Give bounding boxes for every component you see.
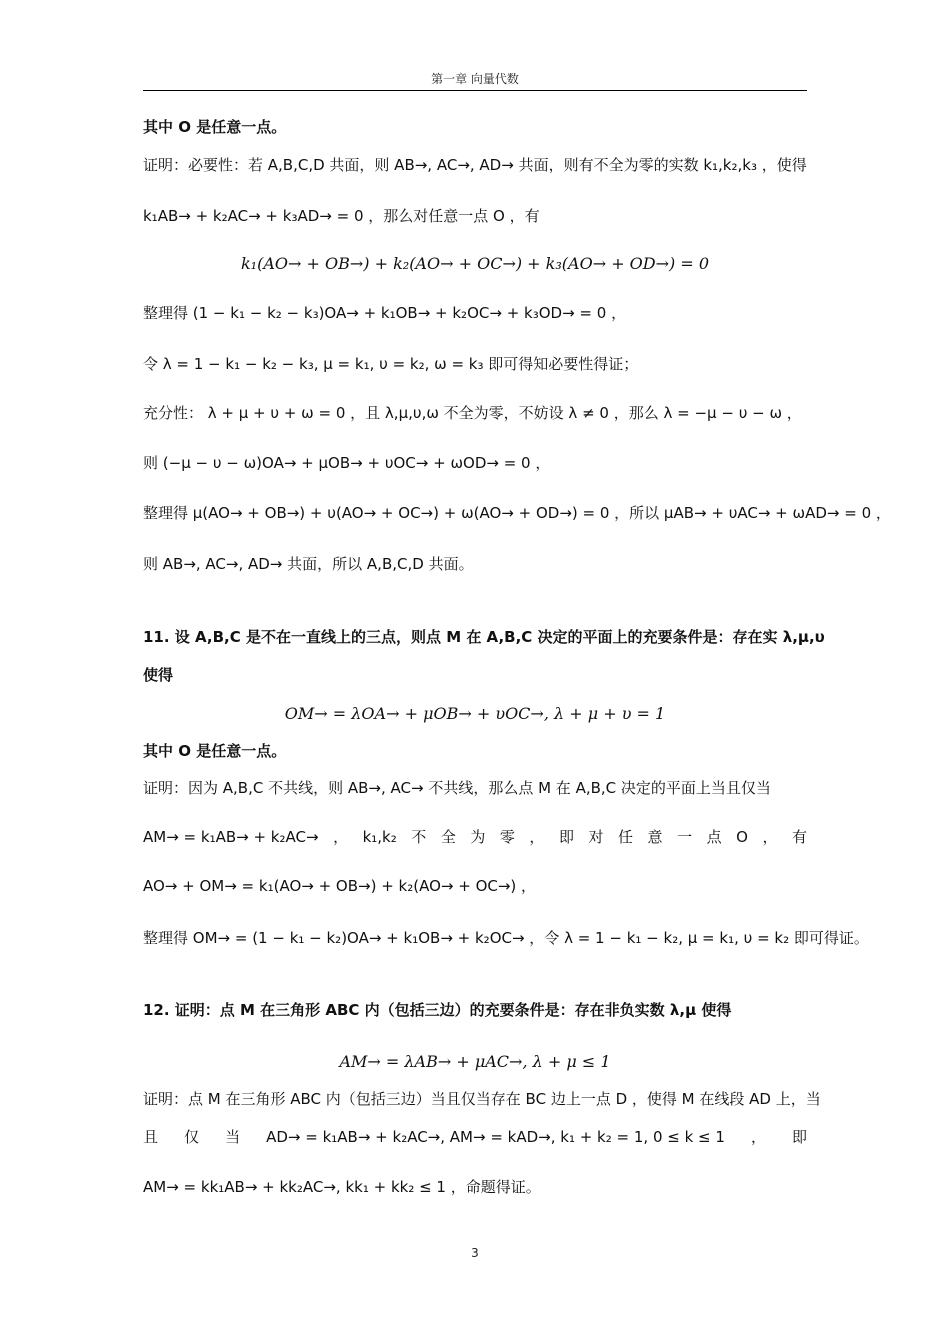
problem-11-title: 11. 设 A,B,C 是不在一直线上的三点，则点 M 在 A,B,C 决定的平面上的充要条件是：存在实 λ,μ,υ: [143, 628, 825, 646]
text-line: 充分性： λ + μ + υ + ω = 0 ，且 λ,μ,υ,ω 不全为零，不妨设 λ ≠ 0 ，那么 λ = −μ − υ − ω ，: [143, 404, 802, 422]
equation: OM→ = λOA→ + μOB→ + υOC→, λ + μ + υ = 1: [284, 704, 666, 723]
page-number: 3: [471, 1246, 479, 1260]
text-line: 整理得 (1 − k₁ − k₂ − k₃)OA→ + k₁OB→ + k₂OC→ + k₃OD→ = 0 ，: [143, 304, 627, 322]
line-part: ，: [333, 828, 349, 846]
line-part: O: [736, 828, 748, 846]
line-part: 即: [791, 1128, 807, 1146]
text-line: 整理得 μ(AO→ + OB→) + υ(AO→ + OC→) + ω(AO→ + OD→) = 0 ，所以 μAB→ + υAC→ + ωAD→ = 0 ，: [143, 504, 891, 522]
line-part: 仅: [184, 1128, 200, 1146]
line-part: AD→ = k₁AB→ + k₂AC→, AM→ = kAD→, k₁ + k₂ = 1, 0 ≤ k ≤ 1: [266, 1128, 725, 1146]
equation: k₁(AO→ + OB→) + k₂(AO→ + OC→) + k₃(AO→ + OD→) = 0: [240, 254, 710, 273]
line-part: 零: [499, 828, 515, 846]
problem-12-title: 12. 证明：点 M 在三角形 ABC 内（包括三边）的充要条件是：存在非负实数 λ,μ 使得: [143, 1001, 732, 1019]
line-part: 有: [791, 828, 807, 846]
line-part: 意: [647, 828, 663, 846]
line-part: 且: [143, 1128, 159, 1146]
text-line: AO→ + OM→ = k₁(AO→ + OB→) + k₂(AO→ + OC→) ，: [143, 877, 537, 895]
text-line: 整理得 OM→ = (1 − k₁ − k₂)OA→ + k₁OB→ + k₂OC→ ，令 λ = 1 − k₁ − k₂, μ = k₁, υ = k₂ 即可得证。: [143, 929, 869, 947]
line-part: ，: [529, 828, 545, 846]
text-line: 其中 O 是任意一点。: [143, 118, 287, 136]
text-line: 令 λ = 1 − k₁ − k₂ − k₃, μ = k₁, υ = k₂, ω = k₃ 即可得知必要性得证；: [143, 355, 639, 373]
line-part: 任: [618, 828, 634, 846]
line-part: 全: [440, 828, 456, 846]
problem-11-title-cont: 使得: [143, 666, 174, 684]
line-part: ，: [750, 1128, 766, 1146]
line-part: 当: [225, 1128, 241, 1146]
line-part: 对: [588, 828, 604, 846]
page-header: 第一章 向量代数: [143, 70, 807, 91]
line-part: 点: [706, 828, 722, 846]
line-part: ，: [762, 828, 778, 846]
line-part: 一: [677, 828, 693, 846]
justified-line: [143, 1123, 807, 1151]
text-line: AM→ = kk₁AB→ + kk₂AC→, kk₁ + kk₂ ≤ 1 ，命题得证。: [143, 1178, 541, 1196]
line-part: k₁,k₂: [362, 828, 397, 846]
text-line: 则 AB→, AC→, AD→ 共面，所以 A,B,C,D 共面。: [143, 555, 474, 573]
text-line: 则 (−μ − υ − ω)OA→ + μOB→ + υOC→ + ωOD→ = 0 ，: [143, 454, 551, 472]
text-line: 证明：必要性：若 A,B,C,D 共面，则 AB→, AC→, AD→ 共面，则有不全为零的实数 k₁,k₂,k₃ ，使得: [143, 156, 807, 174]
text-line: 其中 O 是任意一点。: [143, 742, 287, 760]
line-part: 为: [470, 828, 486, 846]
text-line: 证明：点 M 在三角形 ABC 内（包括三边）当且仅当存在 BC 边上一点 D ，使得 M 在线段 AD 上，当: [143, 1090, 821, 1108]
equation: AM→ = λAB→ + μAC→, λ + μ ≤ 1: [339, 1052, 611, 1071]
justified-line: [143, 823, 807, 851]
text-line: k₁AB→ + k₂AC→ + k₃AD→ = 0 ，那么对任意一点 O ，有: [143, 207, 540, 225]
line-part: AM→ = k₁AB→ + k₂AC→: [143, 828, 319, 846]
line-part: 即: [558, 828, 574, 846]
line-part: 不: [411, 828, 427, 846]
text-line: 证明：因为 A,B,C 不共线，则 AB→, AC→ 不共线，那么点 M 在 A,B,C 决定的平面上当且仅当: [143, 779, 771, 797]
